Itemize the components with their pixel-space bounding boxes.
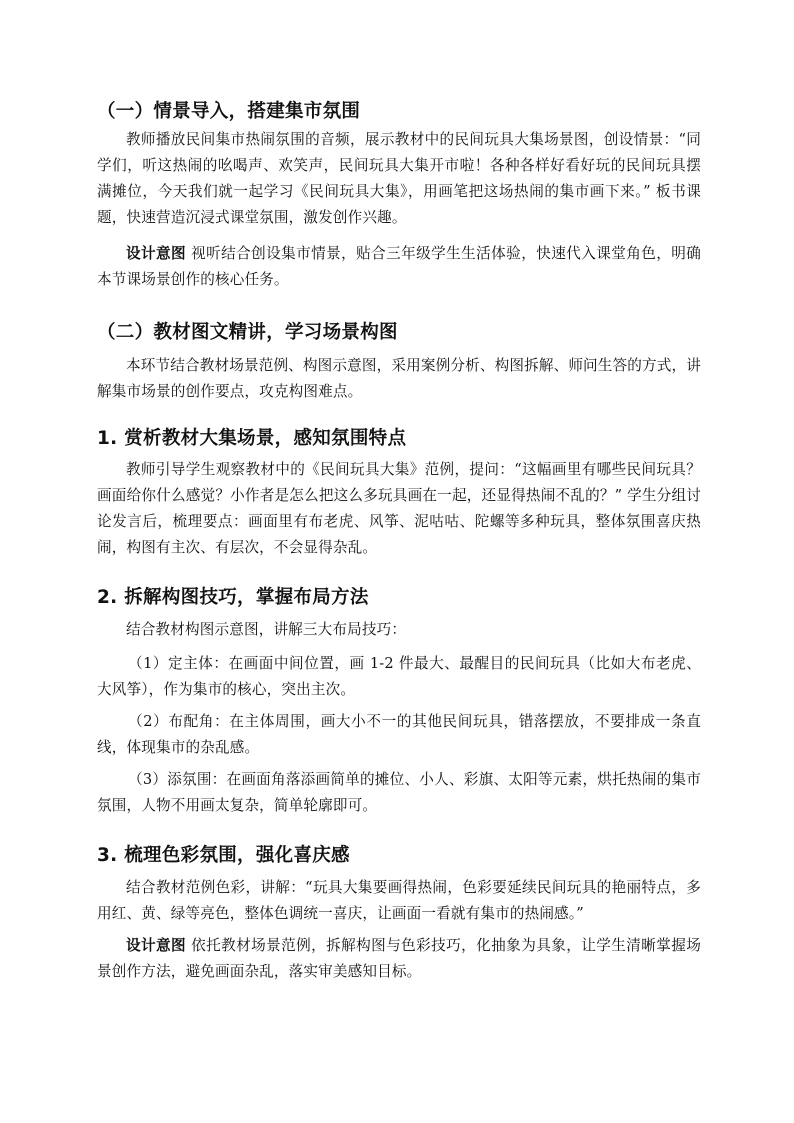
layout-tip-2: （2）布配角：在主体周围，画大小不一的其他民间玩具，错落摆放，不要排成一条直线，体现集市的杂乱感。 (97, 713, 701, 756)
layout-tip-1: （1）定主体：在画面中间位置，画 1-2 件最大、最醒目的民间玩具（比如大布老虎、大风筝），作为集市的核心，突出主次。 (97, 655, 701, 698)
subsection-1-body: 教师引导学生观察教材中的《民间玩具大集》范例，提问：“这幅画里有哪些民间玩具？画面给你什么感觉？小作者是怎么把这么多玩具画在一起，还显得热闹不乱的？” 学生分组讨论发言后，梳理要点：画面里有布老虎、风筝、泥咕咕、陀螺等多种玩具，整体氛围喜庆热闹，构图有主次、有层次，不会显得杂乱。 (97, 461, 701, 556)
subsection-heading-2: 2. 拆解构图技巧，掌握布局方法 (97, 587, 369, 608)
section-2-body: 本环节结合教材场景范例、构图示意图，采用案例分析、构图拆解、师问生答的方式，讲解集市场景的创作要点，攻克构图难点。 (97, 357, 702, 400)
section-1-design-intent (97, 241, 701, 293)
section-heading-2: （二）教材图文精讲，学习场景构图 (97, 322, 398, 343)
subsection-3-body: 结合教材范例色彩，讲解：“玩具大集要画得热闹，色彩要延续民间玩具的艳丽特点，多用红、黄、绿等亮色，整体色调统一喜庆，让画面一看就有集市的热闹感。” (97, 879, 701, 922)
section-1-body: 教师播放民间集市热闹氛围的音频，展示教材中的民间玩具大集场景图，创设情景：“同学们，听这热闹的吆喝声、欢笑声，民间玩具大集开市啦！各种各样好看好玩的民间玩具摆满摊位，今天我们就一起学习《民间玩具大集》，用画笔把这场热闹的集市画下来。” 板书课题，快速营造沉浸式课堂氛围，激发创作兴趣。 (97, 131, 701, 226)
layout-tip-3: （3）添氛围：在画面角落添画简单的摊位、小人、彩旗、太阳等元素，烘托热闹的集市氛围，人物不用画太复杂，简单轮廓即可。 (97, 771, 701, 814)
subsection-heading-3: 3. 梳理色彩氛围，强化喜庆感 (97, 845, 350, 866)
design-intent-label: 设计意图 (126, 245, 187, 262)
design-intent-label: 设计意图 (126, 937, 187, 954)
design-intent-text: 视听结合创设集市情景，贴合三年级学生生活体验，快速代入课堂角色，明确本节课场景创作的核心任务。 (97, 245, 701, 288)
subsection-heading-1: 1. 赏析教材大集场景，感知氛围特点 (97, 428, 407, 449)
subsection-3-design-intent (97, 933, 701, 985)
subsection-2-body: 结合教材构图示意图，讲解三大布局技巧： (126, 621, 407, 638)
design-intent-text: 依托教材场景范例，拆解构图与色彩技巧，化抽象为具象，让学生清晰掌握场景创作方法，避免画面杂乱，落实审美感知目标。 (97, 937, 701, 980)
section-heading-1: （一）情景导入，搭建集市氛围 (97, 101, 361, 122)
